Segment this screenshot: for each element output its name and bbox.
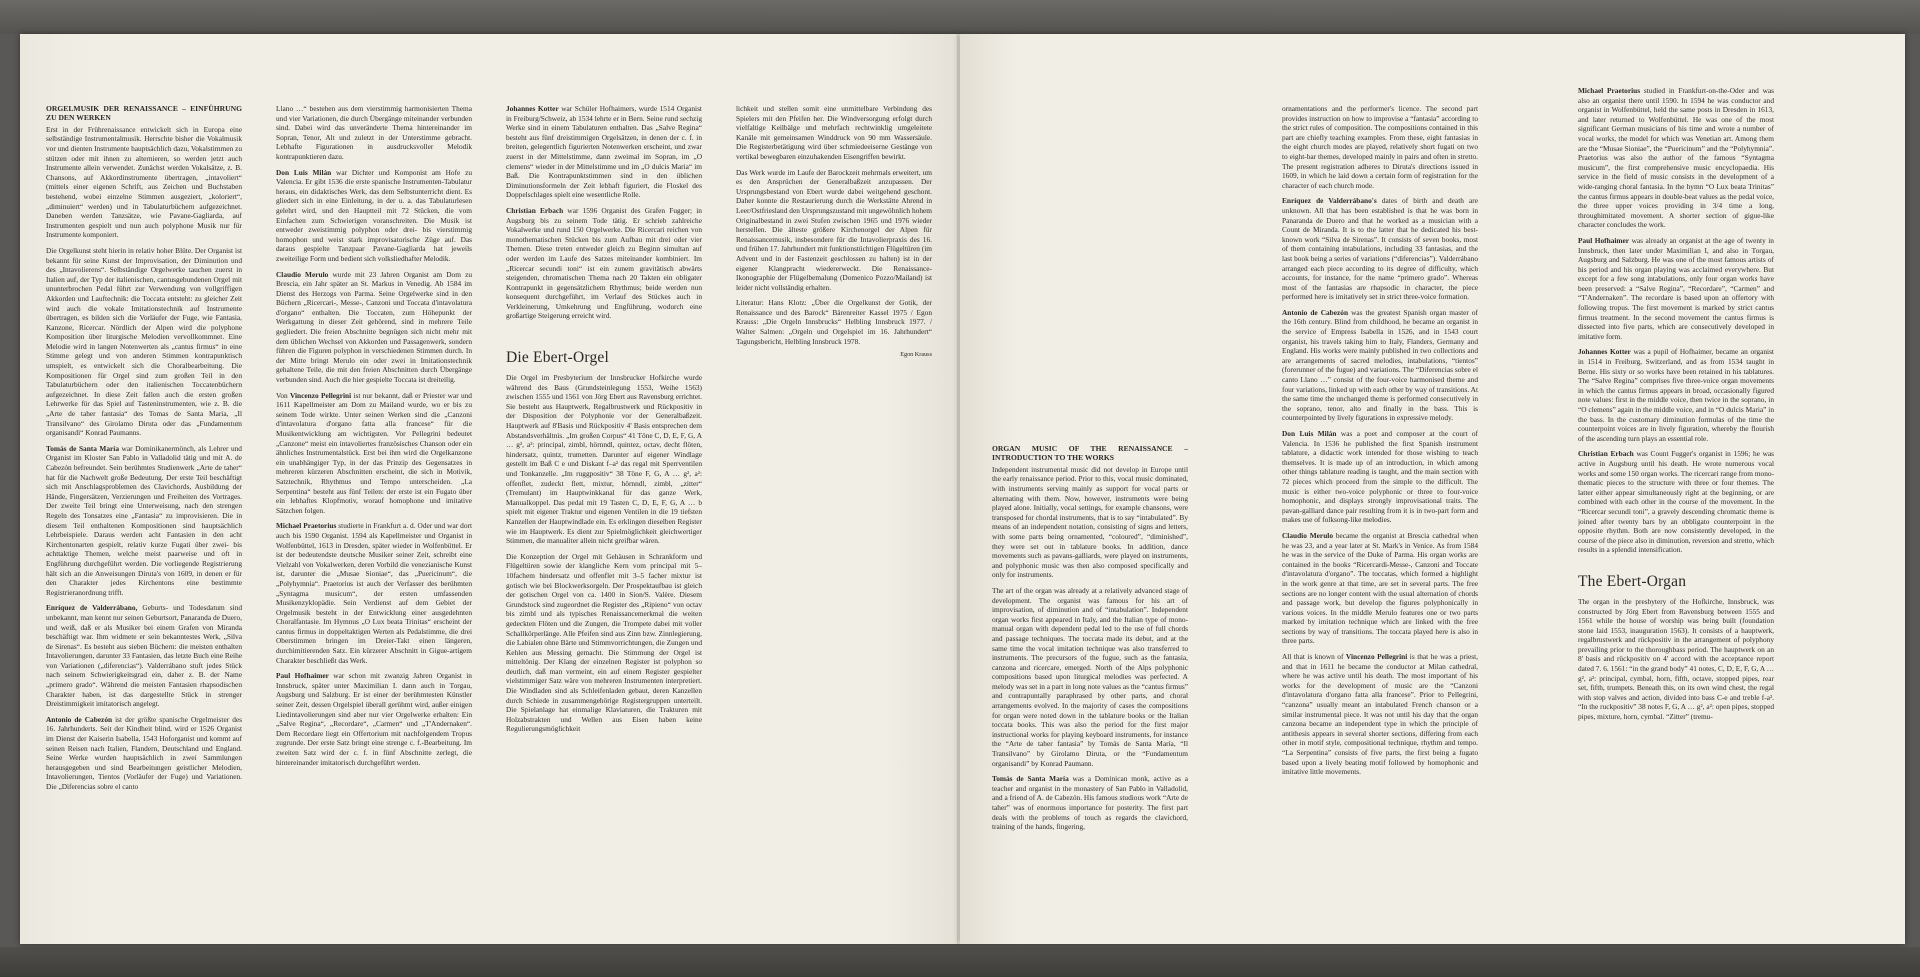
composer-entry-merulo <box>1282 531 1478 646</box>
composer-entry-hofhaimer <box>1578 236 1774 342</box>
composer-entry-valderrabano <box>1282 196 1478 302</box>
intro-paragraph: Erst in der Frührenaissance entwickelt sich in Europa eine selbständige Instrumentalmusik. Herrschte bisher die Vokalmusik vor und dienten Instrumente hauptsächlich dazu, Vokalstimmen zu stützen oder mit ihnen zu alternieren, so werden jetzt auch Instrumente allein verwendet. Zunächst werden Vokalsätze, z. B. Chansons, auf Akkordinstrumente übertragen, „intavoliert“ (mittels einer eigenen Schrift, aus Zeichen und Buchstaben bestehend, wobei einzelne Stimmen ausgeziert, „koloriert“, „diminuiert“ werden) und in Tabulaturbüchern aufgezeichnet. Daneben werden Tanzsätze, wie Pavane-Gagliarda, auf Instrumenten gespielt und nun auch polyphone Musik nur für Instrumente komponiert. <box>46 124 242 240</box>
composer-entry-merulo <box>276 270 472 385</box>
paragraph: Llano …“ bestehen aus dem vierstimmig harmonisierten Thema und vier Variationen, die durch Übergänge miteinander verbunden sind. Dabei wird das unveränderte Thema hintereinander im Sopran, Tenor, Alt und zuletzt in der Unterstimme gebracht. Lebhafte Figurationen in ausdrucksvoller Melodik kontrapunktieren dazu. <box>276 104 472 161</box>
composer-text: dates of birth and death are unknown. All that has been established is that he was born in Panaranda de Duero and that he worked as a musician with a Count de Miranda. It is to the latter that he dedicated his best-known work “Silva de Sirenas”. It consists of seven books, most of them containing intabulations, including 33 fantasias, and the last book being a series of variations (“diferencias”). Valderrábano arranged each piece according to its degree of difficulty, which accounts, for instance, for the name “primero grado”. Whereas most of the fantasias are rhapsodic in character, the piece performed here is imitatively set in strict three-voice formation. <box>1282 196 1478 302</box>
column-4 <box>736 104 932 366</box>
backdrop-top <box>0 0 1920 34</box>
composer-entry-milan <box>1282 429 1478 525</box>
backdrop-bottom <box>0 947 1920 977</box>
paragraph: Das Werk wurde im Laufe der Barockzeit mehrmals erweitert, um es den Ansprüchen der Generalbaßzeit anzupassen. Der Ursprungsbestand von Ebert wurde dabei weitgehend geschont. Daher konnte die Restaurierung durch die Werkstätte Ahrend in Leer/Ostfriesland den Ursprungszustand mit ungewöhnlich hohem Originalbestand in zwei Stufen zwischen 1965 und 1976 wieder herstellen. Die älteste größere Kirchenorgel der Alpen für Renaissancemusik, insbesondere für die Intavolierpraxis des 16. und frühen 17. Jahrhundert mit funktionstüchtigen Flügeltüren (im Advent und in der Fastenzeit geschlossen zu halten) ist in der eigener Klangpracht wiedererweckt. Die Renaissance-Ikonographie der Flügelbemalung (Domenico Pozzo/Mailand) ist leider nicht vollständig erhalten. <box>736 167 932 292</box>
composer-entry-pellegrini <box>1282 652 1478 777</box>
composer-text: was already an organist at the age of twenty in Innsbruck, then later under Maximilian I, and also in Torgau, Augsburg and Salzburg. He was one of the most famous artists of his period and his organ playing was acclaimed everywhere. But except for a few song intabulations, only four organ works have been preserved: a “Salve Regina”, “Recordare”, “Carmen” and “T'Andernaken”. The recordare is based upon an offertory with following tropus. The first movement is marked by strict cantus firmus treatment. In the second movement the cantus firmus is dissected into five parts, which are consecutively developed in imitative form. <box>1578 235 1774 341</box>
composer-entry-erbach <box>506 206 702 321</box>
composer-entry-hofhaimer <box>276 671 472 767</box>
composer-text: became the organist at Brescia cathedral when he was 23, and a year later at St. Mark's in Venice. As from 1584 he was in the service of the Duke of Parma. His organ works are contained in the books “Ricercardi-Messe-, Canzoni and Toccate d'intavolatura d'organo”. The toccatas, which formed a highlight in the work genre at that time, are set in several parts. The free sections are no longer content with the usual alternation of chords and passage work, but develop the figures polyphonically in various voices. In the middle Merulo features one or two parts marked by imitation technique which are linked with the free sections by way of transitions. The toccata played here is also in three parts. <box>1282 530 1478 646</box>
column-3 <box>506 104 702 740</box>
composer-text: was the greatest Spanish organ master of the 16th century. Blind from childhood, he became an organist in the service of Empress Isabella in 1526, and in 1543 court organist, his travels taking him to Italy, Flanders, Germany and England. His works were mainly published in two collections and are arrangements of sacred melodies, intabulations, “tientos” (forerunner of the fugue) and variations. The “Diferencias sobre el canto Llano …” consist of the four-voice harmonised theme and four variations, linked up with each other by way of transitions. At the same time the unchanged theme is performed consecutively in the soprano, tenor, alto and finally in the bass. This is counterpointed by lively figurations in expressive melody. <box>1282 307 1478 423</box>
composer-entry-valderrabano <box>46 603 242 709</box>
composer-text: ist der größte spanische Orgelmeister des 16. Jahrhunderts. Seit der Kindheit blind, wird er 1526 Organist im Dienst der Kaiserin Isabella, 1543 Hoforganist und kommt auf seinen Reisen nach Italien, Flandern, Deutschland und England. Seine Werke wurden hauptsächlich in zwei Sammlungen herausgegeben und sind Bearbeitungen geistlicher Melodien, Intavolierungen, Tientos (Vorläufer der Fuge) und Variationen. Die „Diferencias sobre el canto <box>46 714 242 791</box>
paragraph: Die Konzeption der Orgel mit Gehäusen in Schrankform und Flügeltüren sowie der klangliche Kern vom principal mit 5–10fachem hindersatz und offenflet mit 3–5 facher mixtur ist gotisch wie bei Blockwerksorgeln. Der Prospektaufbau ist gleich der gotischen Orgel von ca. 1400 in Sion/S. Valère. Diesem Grundstock sind zugeordnet die Register des „Ripieno“ von octav bis zimbl und als typisches Renaissancemerkmal die weiten gedeckten Flöten und die Zungen, die Trompete dabei mit voller Schallkörperlänge. Alle Pfeifen sind aus Zinn bzw. Zinnlegierung, die Labialen ohne Bärte und Stimmvorrichtungen, die Zungen und Kehlen aus Messing gemacht. Die Stimmung der Orgel ist mitteltönig. Der Klang der einzelnen Register ist polyphon so deutlich, daß man vermeint, ein auf einem Register gespielter vielstimmiger Satz wäre von mehreren Instrumenten interpretiert. Die Windladen sind als Schleifenladen gebaut, deren Kanzellen durch Schiede in zusammengehörige Registergruppen unterteilt. Die Spielanlage hat einmalige Klaviaturen, die Trakturen mit Holzabstrakten und Wellen aus Eisen haben keine Regulierungsmöglichkeit <box>506 551 702 734</box>
composer-name: Johannes Kotter <box>506 104 559 113</box>
composer-name: Tomás de Santa María <box>992 774 1069 784</box>
composer-text: was a Dominican monk, active as a teacher and organist in the monastery of San Pablo in Valladolid, and a friend of A. de Cabezón. His famous studious work “Arte de taher” was of enormous importance for posterity. The first part deals with the problems of touch as regards the clavichord, training of the hands, fingering, <box>992 774 1188 832</box>
composer-text: Geburts- und Todesdatum sind unbekannt, man kennt nur seinen Geburtsort, Panaranda de Duero, und weiß, daß er als Musiker bei einem Grafen von Miranda beschäftigt war. Ihm widmete er sein bekanntestes Werk, „Silva de Sirenas“. Es besteht aus sieben Büchern: die meisten enthalten Intavolierungen, darunter 33 Fantasien, das letzte Buch eine Reihe von Variationen („diferencias“). Valderrábano stuft jedes Stück nach seinem Schwierigkeitsgrad ein, daher z. B. der Name „primero grado“. Während die meisten Fantasien rhapsodischen Charakter haben, ist das dargestellte Stück in strenger Dreistimmigkeit imitatorisch angelegt. <box>46 603 242 709</box>
composer-text: war Dichter und Komponist am Hofe zu Valencia. Er gibt 1536 die erste spanische Instrumenten-Tabulatur heraus, ein didaktisches Werk, das dem Selbstunterricht dient. Es gliedert sich in eine Einleitung, in der u. a. das Tabulaturlesen gelehrt wird, und den Hauptteil mit 72 Stücken, die vom Einfachen zum Schwierigen voranschreiten. Die Musik ist entweder zweistimmig polyphon oder drei- bis vierstimmig homophon und weist stark improvisatorische Züge auf. Das daraus gespielte Tanzpaar Pavane-Gagliarda hat jeweils zweiteilige Form und bedient sich volksliedhafter Melodik. <box>276 167 472 263</box>
composer-entry-santa-maria <box>992 774 1188 832</box>
composer-entry-praetorius <box>276 521 472 665</box>
composer-text: All that is known of <box>1282 652 1346 662</box>
composer-text: was a poet and composer at the court of Valencia. In 1536 he published the first Spanish instrument tablature, a didactic work intended for those wishing to teach themselves. It is made up of an introduction, in which among other things tablature reading is taught, and the main section with 72 pieces which proceed from the simple to the difficult. The music is either two-voice polyphonic or three to four-voice homophonic, and displays strongly improvisational traits. The pavan-galliard dance pair resulting from it is in two-part form and makes use of folksong-like melodies. <box>1282 429 1478 525</box>
composer-name: Christian Erbach <box>506 205 564 215</box>
composer-name: Enríquez de Valderrábano, <box>46 603 138 613</box>
section-heading-en: ORGAN MUSIC OF THE RENAISSANCE – INTRODUCTION TO THE WORKS <box>992 444 1188 463</box>
composer-text: was Count Fugger's organist in 1596; he was active in Augsburg until his death. He wrote numerous vocal works and some 150 organ works. The ricercari range from mono-thematic pieces to the structure with three or four themes. The latter either appear simultaneously right at the beginning, or are combined with each other in the course of the movement. In the “Ricercar secundi toni”, a gravely descending chromatic theme is joined after twenty bars by an obbligato counterpoint in the opposite rhythm. Both are now consistently developed, in the course of the piece also in diminution, reversion and stretto, which results in a splendid intensification. <box>1578 449 1774 555</box>
composer-name: Michael Praetorius <box>1578 86 1641 95</box>
paragraph: Die Orgel im Presbyterium der Innsbrucker Hofkirche wurde während des Baus (Grundsteinlegung 1553, Weihe 1563) zwischen 1555 und 1561 von Jörg Ebert aus Ravensburg errichtet. Sie besteht aus Hauptwerk, Regalbrustwerk und Rückpositiv in der Disposition der Polyphonie vor der Generalbaßzeit. Hauptwerk auf 8'Basis und Rückpositiv 4' Basis entsprechen dem Abstandsverhältnis. „Im großen Corpus“ 41 Töne C, D, E, F, G, A … g², a²: principal, zimbl, hörnndl, quintez, octav, decht flöten, hindersatz, quintz, trumetten. Darunter auf eigener Windlage gestellt im Baß C e und Diskant f–a² das regal mit Sperrventilen und Tonkanzelle. „Im ruggpositiv“ 38 Töne F, G, A … g², a²: offenflet, zudeckt flett, mixtur, hörnndl, zimbl, „zitter“ (Tremulant) im Hauptwinkkanal für das ganze Werk, Manualkoppel. Das pedal mit 19 Tasten C, D, E, F, G, A … b spielt mit eigener Traktur und eigenen Ventilen in die 19 tiefsten Kanzellen der Hauptwindlade ein. Es erklingen dieselben Register wie im Hauptwerk. Es dient zur Spielmöglichkeit gleichwertiger Stimmen, die manualiter allein nicht greifbar wären. <box>506 373 702 546</box>
composer-entry-cabezon <box>46 715 242 792</box>
composer-name: Enríquez de Valderrábano's <box>1282 196 1377 206</box>
column-6 <box>1282 104 1478 783</box>
column-2 <box>276 104 472 773</box>
composer-name: Vincenzo Pellegrini <box>1345 652 1408 662</box>
composer-text: war Dominikanermönch, als Lehrer und Organist im Kloster San Pablo in Valladolid tätig und mit A. de Cabezón befreundet. Sein berühmtes Studienwerk „Arte de taher“ hat für die Nachwelt große Bedeutung. Der erste Teil beschäftigt sich mit Anschlagsproblemen des Clavichords, Ausbildung der Hände, Fingersätzen, Verzierungen und Freiheiten des Vortrages. Der zweite Teil bringt eine Unterweisung, nach den strengen Regeln des Tonsatzes eine „Fantasia“ zu improvisieren. Die in diesem Teil enthaltenen Kompositionen sind hauptsächlich Lehrbeispiele. Daraus werden acht Fantasien in den acht Kirchentonarten gespielt, relativ kurze Fugati über zwei- bis achttaktige Themen, welche meist paarweise und oft in Engführung durchgeführt werden. Die vorliegende Registrierung hält sich an die Anweisungen Diruta's von 1609, in denen er für den Charakter jedes Kirchentons eine bestimmte Registrieranordnung trifft. <box>46 443 242 597</box>
composer-text: war 1596 Organist des Grafen Fugger; in Augsburg bis zu seinem Tode tätig. Er schrieb zahlreiche Vokalwerke und rund 150 Orgelwerke. Die Ricercari reichen von monothematischen Stücken bis zum Aufbau mit drei oder vier Themen. Diese treten entweder gleich zu Beginn simultan auf oder werden im Laufe des Satzes miteinander kombiniert. Im „Ricercar secundi toni“ ist ein zunem gravitätisch abwärts steigenden, chromatischen Thema nach 20 Takten ein obligater Kontrapunkt in gegensätzlichem Rhythmus; beide werden nun konsequent durchgeführt, im Verlauf des Stückes auch in Verkleinerung, Umkehrung und Engführung, wodurch eine großartige Steigerung erreicht wird. <box>506 205 702 321</box>
composer-entry-milan <box>276 168 472 264</box>
ebert-organ-title: The Ebert-Organ <box>1578 572 1687 590</box>
column-5 <box>992 444 1188 838</box>
composer-name: Johannes Kotter <box>1578 347 1631 357</box>
left-page <box>20 34 960 944</box>
composer-text: studierte in Frankfurt a. d. Oder und war dort auch bis 1590 Organist. 1594 als Kapellmeister und Organist in Wolfenbüttel, 1613 in Dresden, später wieder in Wolfenbüttel. Er ist der bedeutendste deutsche Musiker seiner Zeit, schreibt eine Vielzahl von Vokalwerken, deren Vorbild die venezianische Kunst ist, darunter die „Musae Sioniae“, das „Puericinum“, die „Polyhymnia“. Praetorius ist auch der Verfasser des berühmten „Syntagma musicum“, der ersten umfassenden Musikenzyklopädie. Sein Verdienst auf dem Gebiet der Orgelmusik besteht in der Entwicklung einer ausgedehnten Choralfantasie. Im Hymnus „O Lux beata Trinitas“ erscheint der cantus firmus in doppeltaktigen Werten als Pedalstimme, die drei Oberstimmen bringen im Dreier-Takt einen längeren, durchimitierenden Satz. Ein kürzerer Abschnitt in Gigue-artigem Charakter beschließt das Werk. <box>276 521 472 665</box>
paragraph: lichkeit und stellen somit eine unmittelbare Verbindung des Spielers mit den Pfeifen her. Die Windversorgung erfolgt durch vielfaltige Keilbälge und mehrfach rechtwinklig umgeleitete Kanäle mit gemeinsamen Winddruck von 90 mm Wassersäule. Die Registerbetätigung wird über schmiedeeiserne Gestänge von vertikal bewegbaren einzuhakenden Eisengriffen bewirkt. <box>736 104 932 161</box>
composer-name: Christian Erbach <box>1578 449 1634 459</box>
composer-text: is that he was a priest, and that in 1611 he became the conductor at Milan cathedral, where he was active until his death. The most important of his works for the development of music are the “Canzoni d'intavolatura d'organo fatta alla francese”. Prior to Pellegrini, “canzona” usually meant an intabulated French chanson or a similar instrumental piece. It was not until his day that the organ canzona became an independent type in which the principle of antithesis appears in several shorter sections, differing from each other in motif style, compositional technique, rhythm and tempo. “La Serpentina” consists of five parts, the first being a fugato based upon a lively beating motif followed by homophonic and imitative little movements. <box>1282 652 1478 777</box>
composer-name: Antonio de Cabezón <box>1282 307 1349 317</box>
composer-entry-cabezon <box>1282 308 1478 423</box>
composer-name: Tomás de Santa María <box>46 443 120 453</box>
composer-name: Vincenzo Pellegrini <box>289 390 352 400</box>
composer-entry-kotter <box>1578 347 1774 443</box>
composer-entry-pellegrini <box>276 391 472 516</box>
composer-text: wurde mit 23 Jahren Organist am Dom zu Brescia, ein Jahr später an St. Markus in Venedig. Ab 1584 im Dienst des Herzogs von Parma. Seine Orgelwerke sind in den Büchern „Ricercari-, Messe-, Canzoni und Toccata d'intavolatura d'organo“ enthalten. Die Toccaten, zum Höhepunkt der Werkgattung in dieser Zeit gehörend, sind in mehrere Teile gegliedert. Die freien Abschnitte begnügen sich nicht mehr mit dem üblichen Wechsel von Akkorden und Passagenwerk, sondern führen die Figuren polyphon in verschiedenen Stimmen durch. In der Mitte bringt Merulo ein oder zwei in Imitationstechnik gehaltene Teile, die mit den freien Abschnitten durch Übergänge verbunden sind. Auch die hier gespielte Toccata ist dreiteilig. <box>276 269 472 385</box>
paragraph: Die Orgelkunst steht hierin in relativ hoher Blüte. Der Organist ist bekannt für seine Kunst der Improvisation, der Diminution und des „Intavolierens“. Selbständige Orgelwerke tauchen zuerst in Italien auf, der Typ der italienischen, cantusgebundenen Orgel mit ununterbrochen Pedal führt zur Verwendung von vollgriffigen Akkorden und Lauftechnik: die Toccata entsteht: zu gleicher Zeit wird auch die vokale Imitationstechnik auf Instrumente übertragen, es bilden sich die Vorläufer der Fuge, wie Fantasia, Kanzone, Ricercar. Nördlich der Alpen wird die polyphone Komposition über liturgische Melodien vervollkommnet. Eine Melodie wird in langen Notenwerten als „cantus firmus“ in eine Stimme gelegt und von anderen Stimmen kontrapunktisch umspielt, es entwickelt sich die Choralbearbeitung. Die Kompositionen für Orgel sind zum großen Teil in den Tabulaturbüchern oder den italienischen Toccatenbüchern aufgezeichnet. In diese Zeit fallen auch die ersten großen Lehrwerke für das Spiel auf Tasteninstrumenten, wie z. B. die „Arte de taher fantasia“ des Tomas de Santa Maria, „Il Transilvano“ des Girolamo Diruta oder das „Fundamentum organisandi“ Konrad Paumanns. <box>46 245 242 438</box>
ebert-orgel-title: Die Ebert-Orgel <box>506 349 609 367</box>
paragraph: The organ in the presbytery of the Hofkirche, Innsbruck, was constructed by Jörg Ebert from Ravensburg between 1555 and 1561 while the house of worship was being built (foundation stone laid 1553, inauguration 1563). It consists of a hauptwerk, regalbrustwerk and rückpositiv in the arrangement of polyphony prevailing prior to the thoroughbass period. The hauptwerk on an 8' basis and rückpositiv on 4' accord with the acceptance report dated 7. 6. 1561: “in the grand body” 41 notes, C, D, E, F, G, A … g², a²: principal, cymbal, horn, fifth, octave, stopped pipes, rear set, fifth, trumpets. Beneath this, on its own wind chest, the regal with stop valves and action, divided into bass C-e and treble f-a². “In the ruckpositiv” 38 notes F, G, A … g², a²: open pipes, stopped pipes, mixture, horn, cymbal. “Zitter” (tremu- <box>1578 596 1774 722</box>
composer-text: Von <box>276 390 290 400</box>
composer-text: ist nur bekannt, daß er Priester war und 1611 Kapellmeister am Dom zu Mailand wurde, wo er bis zu seinem Tode wirkte. Unter seinen Werken sind die „Canzoni d'intavolatura d'organo fatta alla francese“ für die Musikentwicklung am wichtigsten. Vor Pellegrini bedeutet „Canzone“ meist ein intavoliertes französisches Chanson oder ein ähnliches Instrumentalstück. Erst bei ihm wird die Orgelkanzone ein unabhängiger Typ, in der das Prinzip des Gegensatzes in mehreren kürzeren Abschnitten erscheint, die sich in Motivik, Satztechnik, Rhythmus und Tempo unterscheiden. „La Serpentina“ besteht aus fünf Teilen: der erste ist ein Fugato über ein lebhaftes Klopfmotiv, worauf homophone und imitative Sätzchen folgen. <box>276 390 472 515</box>
composer-text: war Schüler Hofhaimers, wurde 1514 Organist in Freiburg/Schweiz, ab 1534 lehrte er in Bern. Seine rund sechzig Werke sind in einem Tabulaturen enthalten. Das „Salve Regina“ besteht aus fünf dreistimmigen Orgelsätzen, in denen der c. f. in breiten, gelegentlich figurierten Notenwerken erscheint, und zwar zuerst in der Mittelstimme, dann zweimal im Sopran, im „O clemens“ wieder in der Mittelstimme und im „O dulcis Maria“ im Baß. Die Kontrapunktstimmen sind in den üblichen Diminutionsformeln der Zeit lebhaft figuriert, die Floskel des Doppelschlages spielt eine wesentliche Rolle. <box>506 104 702 200</box>
composer-text: was a pupil of Hofhaimer, became an organist in 1514 in Freiburg, Switzerland, and as from 1534 taught in Berne. His sixty or so works have been retained in his tablatures. The “Salve Regina” comprises five three-voice organ movements in which the cantus firmus appears in broad, occasionally figured note values: first in the middle voice, then twice in the soprano, in “O clemens” again in the middle voice, and in “O dulcis Maria” in the bass. In the customary diminution formulas of the time the counterpoint voices are in lively figuration, whereby the flourish of the ascending turn plays an essential role. <box>1578 347 1774 443</box>
composer-name: Paul Hofhaimer <box>276 671 329 681</box>
literature-paragraph: Literatur: Hans Klotz: „Über die Orgelkunst der Gotik, der Renaissance und des Barock“ Bärenreiter Kassel 1975 / Egon Krauss: „Die Orgeln Innsbrucks“ Helbling Innsbruck 1977. / Walter Salmen: „Orgeln und Orgelspiel im 16. Jahrhundert“ Tagungsbericht, Helbling Innsbruck 1978. <box>736 298 932 346</box>
paragraph: Independent instrumental music did not develop in Europe until the early renaissance period. Prior to this, vocal music dominated, with instruments serving mainly as support for vocal parts or alternating with them. Now, however, instruments were being played alone. Initially, vocal settings, for example chansons, were transposed for chordal instruments, that is to say “intabulated”. By means of an independent notation, consisting of signs and letters, with some parts being ornamented, “coloured”, “diminished”, they were set out in tablature books. In addition, dance movements such as pavans-galliards, were played on instruments, and polyphonic music was then also composed specifically and only for instruments. <box>992 464 1188 580</box>
column-1 <box>46 104 242 798</box>
column-7 <box>1578 86 1774 728</box>
composer-entry-erbach <box>1578 449 1774 555</box>
composer-name: Claudio Merulo <box>1282 530 1333 540</box>
composer-name: Don Luis Milán <box>276 167 332 177</box>
composer-entry-kotter <box>506 104 702 200</box>
composer-name: Claudio Merulo <box>276 269 329 279</box>
composer-name: Paul Hofhaimer <box>1578 235 1630 245</box>
composer-name: Antonio de Cabezón <box>46 714 113 724</box>
composer-entry-santa-maria <box>46 444 242 598</box>
composer-text: war schon mit zwanzig Jahren Organist in Innsbruck, später unter Maximilian I. dann auch in Torgau, Augsburg und Salzburg. Er ist einer der berühmtesten Künstler seiner Zeit, dessen Orgelspiel überall gerühmt wird, außer einigen Liedintavolierungen sind aber nur vier Orgelwerke erhalten: Ein „Salve Regina“, „Recordare“, „Carmen“ und „T'Andernaken“. Dem Recordare liegt ein Offertorium mit nachfolgendem Tropus zugrunde. Der erste Satz bringt eine strenge c. f.-Bearbeitung. Im zweiten Satz wird der c. f. in fünf Abschnitte zerlegt, die hintereinander imitatorisch durchgeführt werden. <box>276 671 472 767</box>
right-page <box>960 34 1905 944</box>
paragraph: ornamentations and the performer's licence. The second part provides instruction on how to improvise a “fantasia” according to the strict rules of composition. The compositions contained in this part are chiefly teaching examples. From these, eight fantasias in the eight church modes are played, relatively short fugati on two to eight-bar themes, developed mainly in pairs and often in stretto. The present registration adheres to Diruta's directions issued in 1609, in which he laid down a certain form of registration for the character of each church mode. <box>1282 104 1478 190</box>
section-heading-de: ORGELMUSIK DER RENAISSANCE – EINFÜHRUNG ZU DEN WERKEN <box>46 104 242 123</box>
composer-text: studied in Frankfurt-on-the-Oder and was also an organist there until 1590. In 1594 he was conductor and organist in Wolfenbüttel, held the same posts in Dresden in 1613, and later returned to Wolfenbüttel. He was one of the most significant German musicians of his time and wrote a number of vocal works, the model for which was Venetian art. Among them are the “Musae Sioniae”, the “Puericinum” and the “Polyhymnia”. Praetorius was also the author of the famous “Syntagma musicum”, the first comprehensive music encyclopaedia. His service in the field of music consists in the development of a wide-ranging choral fantasia. In the hymn “O Lux beata Trinitas” the cantus firmus appears in double-beat values as the pedal voice, the three upper voices providing in 3/4 time a long, throughimitated movement. A shorter section of gigue-like character concludes the work. <box>1578 86 1774 230</box>
composer-name: Don Luis Milán <box>1282 429 1337 438</box>
composer-name: Michael Praetorius <box>276 521 337 531</box>
author-signature: Egon Krauss <box>900 351 932 359</box>
composer-entry-praetorius <box>1578 86 1774 230</box>
paragraph: The art of the organ was already at a relatively advanced stage of development. The organist was famous for his art of improvisation, of diminution and of “intabulation”. Independent organ works first appeared in Italy, and the Italian type of mono-manual organ with dependent pedal led to the use of full chords and passage techniques. The toccata made its debut, and at the same time the vocal imitation technique was also transferred to instruments. The precursors of the fugue, such as the fantasia, canzona and ricercare, emerged. North of the Alps polyphonic compositions based upon liturgical melodies was perfected. A melody was set in a part in long note values as the “cantus firmus” and contrapuntally paraphrased by other parts, and choral arrangements evolved. In the majority of cases the compositions for organ were noted down in the tablature books or the Italian toccata books. This was also the period for the first major instructional works for playing keyboard instruments, for instance the “Arte de taher fantasia” by Tomás de Santa María, “Il Transilvano” by Girolamo Diruta, or the “Fundamentum organisandi” by Konrad Paumann. <box>992 585 1188 768</box>
